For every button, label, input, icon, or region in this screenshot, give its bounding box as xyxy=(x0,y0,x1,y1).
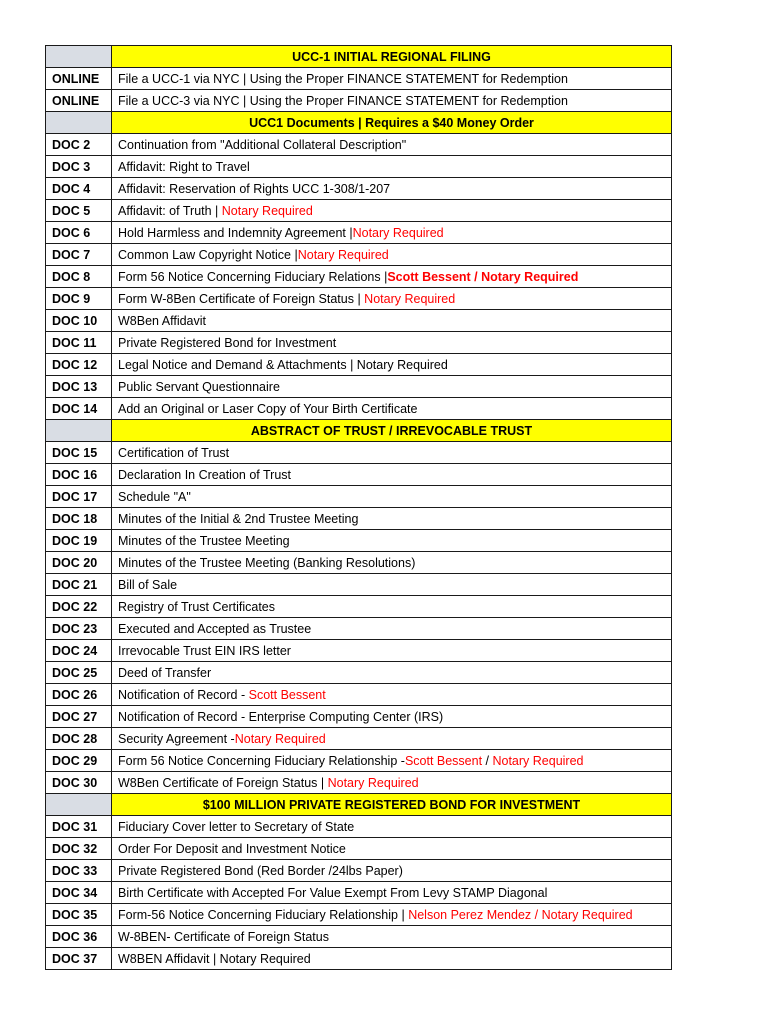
description-text: Public Servant Questionnaire xyxy=(118,379,280,394)
document-row xyxy=(46,618,672,640)
document-code-cell: DOC 23 xyxy=(46,618,112,640)
notice-text: Notary Required xyxy=(352,225,444,240)
description-text: / xyxy=(482,753,493,768)
document-row xyxy=(46,266,672,288)
document-code-cell: DOC 4 xyxy=(46,178,112,200)
document-row xyxy=(46,464,672,486)
notice-text: Scott Bessent / Notary Required xyxy=(387,269,579,284)
document-row xyxy=(46,838,672,860)
document-description-cell xyxy=(112,926,672,948)
notice-text: Notary Required xyxy=(221,203,313,218)
notice-text: Scott Bessent xyxy=(248,687,326,702)
document-row xyxy=(46,90,672,112)
document-description-cell xyxy=(112,134,672,156)
notice-text: Scott Bessent xyxy=(404,753,483,768)
document-code-cell: DOC 27 xyxy=(46,706,112,728)
description-text: Schedule "A" xyxy=(118,489,191,504)
document-code-cell: DOC 3 xyxy=(46,156,112,178)
description-text: Form 56 Notice Concerning Fiduciary Relationship - xyxy=(118,753,405,768)
document-description-cell xyxy=(112,684,672,706)
document-code-cell: ONLINE xyxy=(46,68,112,90)
document-row xyxy=(46,904,672,926)
notice-text: Notary Required xyxy=(492,753,584,768)
document-row xyxy=(46,772,672,794)
document-row xyxy=(46,398,672,420)
document-row xyxy=(46,134,672,156)
description-text: Common Law Copyright Notice | xyxy=(118,247,298,262)
description-text: Irrevocable Trust EIN IRS letter xyxy=(118,643,291,658)
description-text: ABSTRACT OF TRUST / IRREVOCABLE TRUST xyxy=(250,423,533,438)
description-text: Private Registered Bond for Investment xyxy=(118,335,337,350)
document-description-cell xyxy=(112,596,672,618)
document-description-cell xyxy=(112,266,672,288)
description-text: UCC1 Documents | Requires a $40 Money Order xyxy=(249,115,534,130)
document-row xyxy=(46,728,672,750)
document-description-cell xyxy=(112,618,672,640)
document-code-cell: DOC 21 xyxy=(46,574,112,596)
description-text: Bill of Sale xyxy=(118,577,178,592)
document-description-cell xyxy=(112,68,672,90)
section-code-cell xyxy=(46,46,112,68)
document-code-cell: DOC 30 xyxy=(46,772,112,794)
document-code-cell: DOC 7 xyxy=(46,244,112,266)
description-text: Registry of Trust Certificates xyxy=(118,599,275,614)
section-title-cell xyxy=(112,794,672,816)
description-text: Certification of Trust xyxy=(118,445,230,460)
description-text: Minutes of the Trustee Meeting (Banking Resolutions) xyxy=(118,555,416,570)
document-description-cell xyxy=(112,640,672,662)
section-title-cell xyxy=(112,46,672,68)
document-description-cell xyxy=(112,750,672,772)
document-description-cell xyxy=(112,442,672,464)
document-code-cell: DOC 34 xyxy=(46,882,112,904)
document-code-cell: DOC 32 xyxy=(46,838,112,860)
document-description-cell xyxy=(112,90,672,112)
section-code-cell xyxy=(46,420,112,442)
document-code-cell: DOC 37 xyxy=(46,948,112,970)
document-row xyxy=(46,662,672,684)
document-description-cell xyxy=(112,816,672,838)
description-text: Affidavit: of Truth | xyxy=(118,203,222,218)
description-text: Private Registered Bond (Red Border /24lbs Paper) xyxy=(118,863,403,878)
document-code-cell: DOC 25 xyxy=(46,662,112,684)
document-row xyxy=(46,948,672,970)
document-code-cell: DOC 26 xyxy=(46,684,112,706)
description-text: Affidavit: Right to Travel xyxy=(118,159,250,174)
description-text: Security Agreement - xyxy=(118,731,235,746)
notice-text: Nelson Perez Mendez / Notary Required xyxy=(408,907,633,922)
document-row xyxy=(46,200,672,222)
document-code-cell: DOC 36 xyxy=(46,926,112,948)
document-checklist-table xyxy=(45,45,672,970)
description-text: UCC-1 INITIAL REGIONAL FILING xyxy=(292,49,491,64)
description-text: W8Ben Certificate of Foreign Status | xyxy=(118,775,328,790)
document-description-cell xyxy=(112,508,672,530)
document-code-cell: DOC 28 xyxy=(46,728,112,750)
document-code-cell: DOC 13 xyxy=(46,376,112,398)
description-text: W8Ben Affidavit xyxy=(118,313,207,328)
document-row xyxy=(46,222,672,244)
document-description-cell xyxy=(112,222,672,244)
description-text: Deed of Transfer xyxy=(118,665,212,680)
description-text: Order For Deposit and Investment Notice xyxy=(118,841,346,856)
document-code-cell: DOC 16 xyxy=(46,464,112,486)
document-description-cell xyxy=(112,662,672,684)
description-text: Notification of Record - xyxy=(118,687,249,702)
notice-text: Notary Required xyxy=(364,291,456,306)
document-code-cell: DOC 17 xyxy=(46,486,112,508)
document-code-cell: DOC 20 xyxy=(46,552,112,574)
document-code-cell: DOC 31 xyxy=(46,816,112,838)
description-text: Minutes of the Initial & 2nd Trustee Meeting xyxy=(118,511,359,526)
document-code-cell: DOC 12 xyxy=(46,354,112,376)
document-description-cell xyxy=(112,288,672,310)
document-description-cell xyxy=(112,552,672,574)
description-text: W8BEN Affidavit | Notary Required xyxy=(118,951,311,966)
section-header-row xyxy=(46,420,672,442)
document-description-cell xyxy=(112,882,672,904)
document-description-cell xyxy=(112,464,672,486)
description-text: Minutes of the Trustee Meeting xyxy=(118,533,290,548)
document-code-cell: DOC 35 xyxy=(46,904,112,926)
description-text: File a UCC-3 via NYC | Using the Proper FINANCE STATEMENT for Redemption xyxy=(118,93,568,108)
document-row xyxy=(46,530,672,552)
document-code-cell: DOC 2 xyxy=(46,134,112,156)
document-description-cell xyxy=(112,838,672,860)
document-description-cell xyxy=(112,332,672,354)
document-code-cell: DOC 33 xyxy=(46,860,112,882)
document-code-cell: DOC 10 xyxy=(46,310,112,332)
description-text: $100 MILLION PRIVATE REGISTERED BOND FOR INVESTMENT xyxy=(202,797,581,812)
document-description-cell xyxy=(112,376,672,398)
document-row xyxy=(46,596,672,618)
document-row xyxy=(46,68,672,90)
description-text: Affidavit: Reservation of Rights UCC 1-308/1-207 xyxy=(118,181,391,196)
description-text: Executed and Accepted as Trustee xyxy=(118,621,312,636)
document-row xyxy=(46,882,672,904)
document-row xyxy=(46,486,672,508)
document-row xyxy=(46,178,672,200)
section-code-cell xyxy=(46,112,112,134)
document-description-cell xyxy=(112,200,672,222)
description-text: Hold Harmless and Indemnity Agreement | xyxy=(118,225,353,240)
section-header-row xyxy=(46,112,672,134)
notice-text: Notary Required xyxy=(234,731,326,746)
document-row xyxy=(46,354,672,376)
description-text: Form 56 Notice Concerning Fiduciary Relations | xyxy=(118,269,388,284)
document-description-cell xyxy=(112,530,672,552)
document-description-cell xyxy=(112,772,672,794)
document-code-cell: DOC 18 xyxy=(46,508,112,530)
checklist-body xyxy=(46,46,672,970)
section-title-cell xyxy=(112,112,672,134)
description-text: Fiduciary Cover letter to Secretary of State xyxy=(118,819,355,834)
document-code-cell: DOC 6 xyxy=(46,222,112,244)
document-description-cell xyxy=(112,948,672,970)
description-text: Notification of Record - Enterprise Computing Center (IRS) xyxy=(118,709,444,724)
document-code-cell: ONLINE xyxy=(46,90,112,112)
document-code-cell: DOC 29 xyxy=(46,750,112,772)
document-description-cell xyxy=(112,486,672,508)
document-row xyxy=(46,288,672,310)
document-code-cell: DOC 9 xyxy=(46,288,112,310)
description-text: Legal Notice and Demand & Attachments | Notary Required xyxy=(118,357,448,372)
description-text: File a UCC-1 via NYC | Using the Proper FINANCE STATEMENT for Redemption xyxy=(118,71,568,86)
document-code-cell: DOC 19 xyxy=(46,530,112,552)
document-row xyxy=(46,574,672,596)
document-description-cell xyxy=(112,244,672,266)
document-description-cell xyxy=(112,156,672,178)
document-code-cell: DOC 22 xyxy=(46,596,112,618)
document-code-cell: DOC 11 xyxy=(46,332,112,354)
document-description-cell xyxy=(112,860,672,882)
document-row xyxy=(46,816,672,838)
document-description-cell xyxy=(112,574,672,596)
section-header-row xyxy=(46,794,672,816)
document-code-cell: DOC 15 xyxy=(46,442,112,464)
document-description-cell xyxy=(112,354,672,376)
notice-text: Notary Required xyxy=(327,775,419,790)
section-code-cell xyxy=(46,794,112,816)
document-description-cell xyxy=(112,178,672,200)
description-text: Form W-8Ben Certificate of Foreign Status | xyxy=(118,291,365,306)
document-row xyxy=(46,684,672,706)
document-row xyxy=(46,310,672,332)
description-text: Form-56 Notice Concerning Fiduciary Relationship | xyxy=(118,907,409,922)
notice-text: Notary Required xyxy=(297,247,389,262)
document-code-cell: DOC 5 xyxy=(46,200,112,222)
description-text: Declaration In Creation of Trust xyxy=(118,467,291,482)
document-row xyxy=(46,244,672,266)
document-code-cell: DOC 24 xyxy=(46,640,112,662)
section-header-row xyxy=(46,46,672,68)
document-row xyxy=(46,376,672,398)
document-description-cell xyxy=(112,728,672,750)
document-code-cell: DOC 8 xyxy=(46,266,112,288)
document-row xyxy=(46,552,672,574)
document-row xyxy=(46,332,672,354)
description-text: Birth Certificate with Accepted For Value Exempt From Levy STAMP Diagonal xyxy=(118,885,548,900)
document-description-cell xyxy=(112,398,672,420)
document-row xyxy=(46,640,672,662)
document-description-cell xyxy=(112,706,672,728)
document-row xyxy=(46,860,672,882)
document-description-cell xyxy=(112,904,672,926)
description-text: W-8BEN- Certificate of Foreign Status xyxy=(118,929,329,944)
description-text: Add an Original or Laser Copy of Your Birth Certificate xyxy=(118,401,418,416)
document-row xyxy=(46,750,672,772)
document-row xyxy=(46,706,672,728)
document-row xyxy=(46,926,672,948)
section-title-cell xyxy=(112,420,672,442)
document-row xyxy=(46,156,672,178)
document-description-cell xyxy=(112,310,672,332)
document-row xyxy=(46,508,672,530)
document-row xyxy=(46,442,672,464)
description-text: Continuation from "Additional Collateral Description" xyxy=(118,137,407,152)
document-code-cell: DOC 14 xyxy=(46,398,112,420)
